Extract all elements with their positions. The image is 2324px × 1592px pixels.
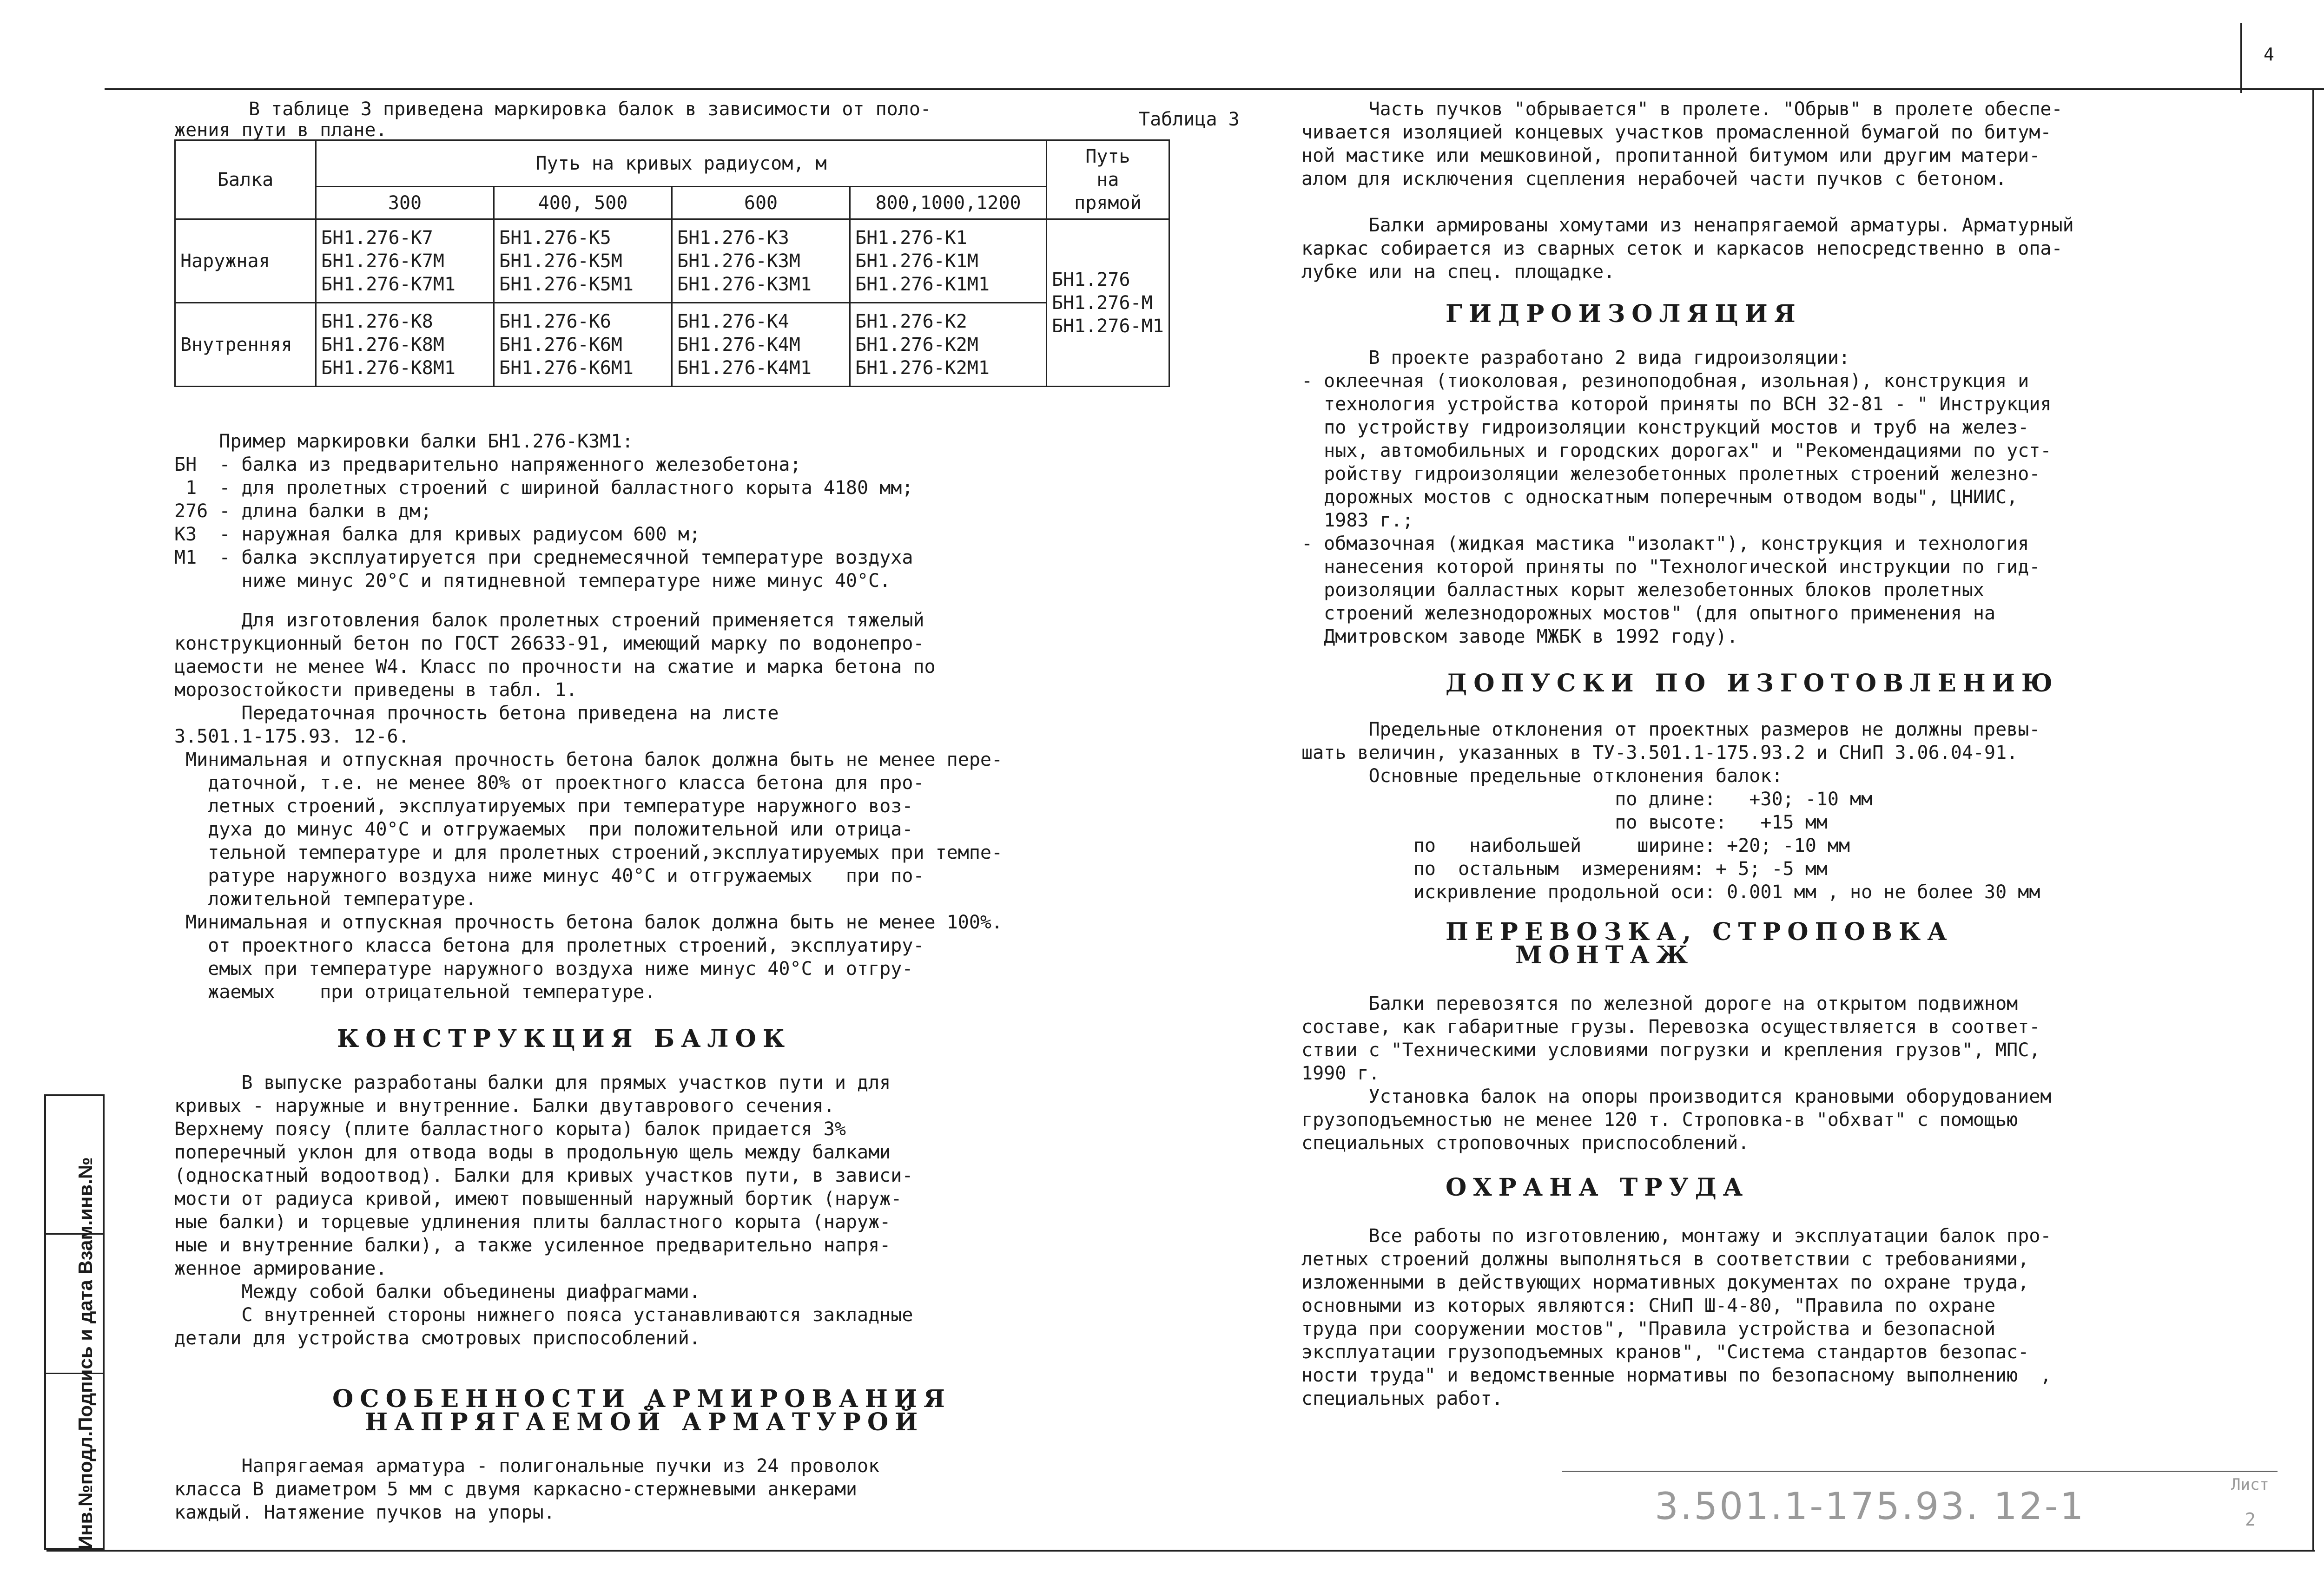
straight-path-cell: БН1.276 БН1.276-М БН1.276-М1 [1047, 219, 1169, 387]
beam-marking-table [174, 139, 1170, 387]
heading-waterproofing: ГИДРОИЗОЛЯЦИЯ [1446, 300, 1802, 328]
heading-reinforcement: НАПРЯГАЕМОЙ АРМАТУРОЙ [365, 1408, 924, 1436]
heading-safety: ОХРАНА ТРУДА [1446, 1173, 1750, 1202]
table-cell: БН1.276-К2 БН1.276-К2М БН1.276-К2М1 [850, 303, 1047, 387]
table-cell: БН1.276-К4 БН1.276-К4М БН1.276-К4М1 [672, 303, 850, 387]
table-cell: БН1.276-К1 БН1.276-К1М БН1.276-К1М1 [850, 219, 1047, 303]
intro-line: жения пути в плане. [174, 119, 387, 141]
header-radius: 300 [316, 187, 494, 219]
frame-bottom-border [46, 1550, 2315, 1552]
sheet-label: Лист [2231, 1475, 2269, 1494]
sheet-number: 4 [2264, 44, 2274, 65]
heading-tolerances: ДОПУСКИ ПО ИЗГОТОВЛЕНИЮ [1446, 669, 2059, 697]
heading-construction: КОНСТРУКЦИЯ БАЛОК [337, 1025, 792, 1053]
table-cell: БН1.276-К5 БН1.276-К5М БН1.276-К5М1 [494, 219, 672, 303]
table-cell: БН1.276-К8 БН1.276-К8М БН1.276-К8М1 [316, 303, 494, 387]
stamp-labels: Инв.№подл.Подпись и дата Взам.инв.№ [74, 1157, 96, 1550]
frame-top-border [105, 88, 2324, 90]
heading-reinforcement: ОСОБЕННОСТИ АРМИРОВАНИЯ [332, 1385, 951, 1413]
table-cell: БН1.276-К6 БН1.276-К6М БН1.276-К6М1 [494, 303, 672, 387]
sheet-label-number: 2 [2245, 1509, 2256, 1530]
document-code: 3.501.1-175.93. 12-1 [1655, 1485, 2086, 1528]
table-caption: Таблица 3 [1139, 109, 1240, 130]
header-radius: 800,1000,1200 [850, 187, 1047, 219]
heading-transport: ПЕРЕВОЗКА, СТРОПОВКА [1446, 918, 1954, 946]
row-label-inner: Внутренняя [175, 303, 316, 387]
sheet-number-divider [2240, 23, 2242, 93]
header-beam: Балка [175, 140, 316, 219]
row-label-outer: Наружная [175, 219, 316, 303]
header-radius: 600 [672, 187, 850, 219]
title-block-rule [1562, 1471, 2278, 1472]
header-curves: Путь на кривых радиусом, м [316, 140, 1047, 187]
table-cell: БН1.276-К3 БН1.276-К3М БН1.276-К3М1 [672, 219, 850, 303]
table-cell: БН1.276-К7 БН1.276-К7М БН1.276-К7М1 [316, 219, 494, 303]
header-radius: 400, 500 [494, 187, 672, 219]
heading-transport: МОНТАЖ [1515, 941, 1695, 969]
header-straight: Путь на прямой [1047, 140, 1169, 219]
intro-line: В таблице 3 приведена маркировка балок в зависимости от поло- [249, 99, 932, 120]
frame-right-border [2312, 88, 2314, 1551]
